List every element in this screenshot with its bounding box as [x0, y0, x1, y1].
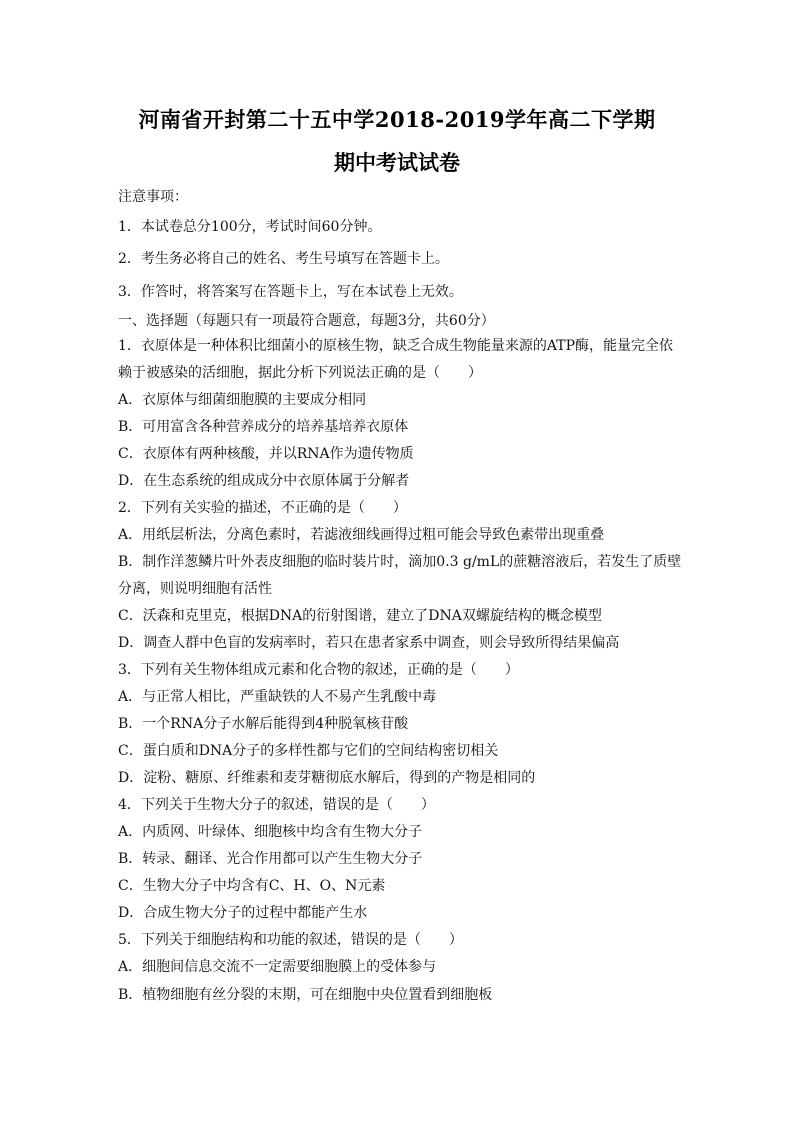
notice-item: 1．本试卷总分100分，考试时间60分钟。 [118, 219, 382, 235]
question-3-option-c: C．蛋白质和DNA分子的多样性都与它们的空间结构密切相关 [118, 743, 499, 759]
question-1-option-d: D．在生态系统的组成成分中衣原体属于分解者 [118, 473, 410, 489]
question-2-option-d: D．调查人群中色盲的发病率时，若只在患者家系中调查，则会导致所得结果偏高 [118, 635, 620, 651]
question-3-option-b: B．一个RNA分子水解后能得到4种脱氧核苷酸 [118, 716, 409, 732]
question-4-option-a: A．内质网、叶绿体、细胞核中均含有生物大分子 [118, 824, 423, 840]
question-5-option-a: A．细胞间信息交流不一定需要细胞膜上的受体参与 [118, 959, 437, 975]
section-heading: 一、选择题（每题只有一项最符合题意，每题3分，共60分） [118, 313, 495, 329]
question-4-option-c: C．生物大分子中均含有C、H、O、N元素 [118, 878, 386, 894]
exam-title-line-2: 期中考试试卷 [334, 150, 460, 175]
question-3-option-d: D．淀粉、糖原、纤维素和麦芽糖彻底水解后，得到的产物是相同的 [118, 770, 536, 786]
question-1-option-a: A．衣原体与细菌细胞膜的主要成分相同 [118, 392, 367, 408]
exam-title-line-1: 河南省开封第二十五中学2018-2019学年高二下学期 [138, 107, 656, 132]
question-2-option-b: 分离，则说明细胞有活性 [118, 581, 272, 597]
question-4-option-b: B．转录、翻译、光合作用都可以产生生物大分子 [118, 851, 423, 867]
question-4-option-d: D．合成生物大分子的过程中都能产生水 [118, 905, 368, 921]
question-2-option-a: A．用纸层析法，分离色素时，若滤液细线画得过粗可能会导致色素带出现重叠 [118, 527, 605, 543]
question-2-stem: 2．下列有关实验的描述，不正确的是（ ） [118, 500, 407, 516]
notice-item: 3．作答时，将答案写在答题卡上，写在本试卷上无效。 [118, 284, 463, 300]
question-5-stem: 5．下列关于细胞结构和功能的叙述，错误的是（ ） [118, 932, 463, 948]
question-2-option-b: B．制作洋葱鳞片叶外表皮细胞的临时装片时，滴加0.3 g/mL的蔗糖溶液后，若发生了质壁 [118, 554, 682, 570]
notice-heading: 注意事项： [118, 189, 188, 205]
notice-item: 2．考生务必将自己的姓名、考生号填写在答题卡上。 [118, 251, 449, 267]
question-4-stem: 4．下列关于生物大分子的叙述，错误的是（ ） [118, 797, 435, 813]
question-3-stem: 3．下列有关生物体组成元素和化合物的叙述，正确的是（ ） [118, 662, 519, 678]
question-5-option-b: B．植物细胞有丝分裂的末期，可在细胞中央位置看到细胞板 [118, 987, 493, 1003]
question-1-stem: 赖于被感染的活细胞，据此分析下列说法正确的是（ ） [118, 365, 482, 381]
question-1-option-b: B．可用富含各种营养成分的培养基培养衣原体 [118, 419, 409, 435]
question-3-option-a: A．与正常人相比，严重缺铁的人不易产生乳酸中毒 [118, 689, 437, 705]
question-2-option-c: C．沃森和克里克，根据DNA的衍射图谱，建立了DNA双螺旋结构的概念模型 [118, 608, 602, 624]
question-1-option-c: C．衣原体有两种核酸，并以RNA作为遗传物质 [118, 446, 414, 462]
question-1-stem: 1．衣原体是一种体积比细菌小的原核生物，缺乏合成生物能量来源的ATP酶，能量完全依 [118, 338, 674, 354]
